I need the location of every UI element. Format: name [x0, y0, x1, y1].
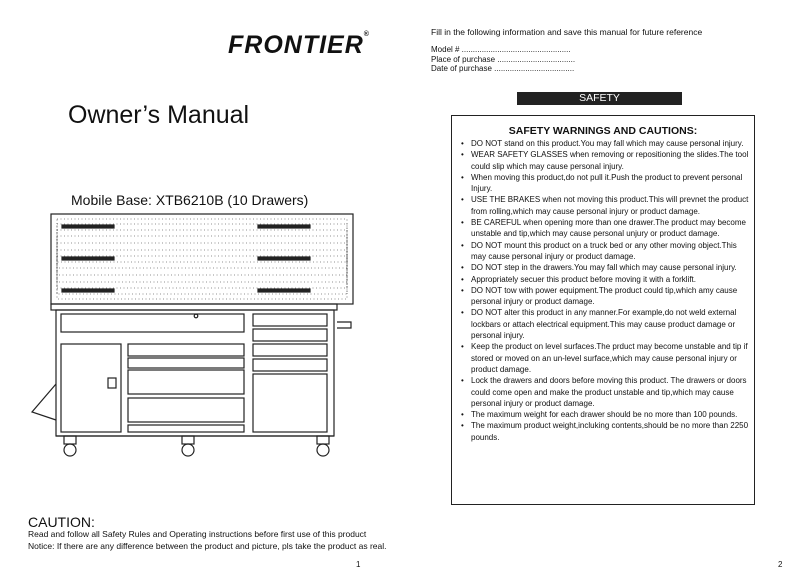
warning-item: • DO NOT alter this product in any manner.For example,do not weld external lockbars or attach electrical equipment.This may cause product damage or personal injury.: [460, 307, 753, 341]
model-number-field: Model # .................................................: [431, 45, 571, 54]
caution-line: Notice: If there are any difference between the product and picture, pls take the product as real.: [28, 541, 387, 551]
date-of-purchase-field: Date of purchase ....................................: [431, 64, 575, 73]
safety-warning-list: [460, 138, 753, 443]
warning-item: • Keep the product on level surfaces.The prduct may become unstable and tip if stored or moved on an un-level surface,which may cause personal injury or product damage.: [460, 341, 753, 375]
warning-item: • WEAR SAFETY GLASSES when removing or repositioning the slides.The tool could slip which may cause personal injury.: [460, 149, 753, 172]
warning-item: • USE THE BRAKES when not moving this product.This will prevnet the product from rolling,which may cause personal injury or product damage.: [460, 194, 753, 217]
logo-text: FRONTIER: [228, 31, 364, 59]
warning-item: • When moving this product,do not pull it.Push the product to prevent personal Injury.: [460, 172, 753, 195]
caution-heading: CAUTION:: [28, 514, 95, 530]
warning-item: • The maximum weight for each drawer should be no more than 100 pounds.: [460, 409, 753, 420]
place-of-purchase-field: Place of purchase ...................................: [431, 55, 576, 64]
warning-item: • DO NOT step in the drawers.You may fall which may cause personal injury.: [460, 262, 753, 273]
fill-in-instructions: Fill in the following information and save this manual for future reference: [431, 27, 703, 37]
warning-item: • The maximum product weight,incluking contents,should be no more than 2250 pounds.: [460, 420, 753, 443]
caution-line: Read and follow all Safety Rules and Operating instructions before first use of this product: [28, 529, 367, 539]
warning-item: • Appropriately secuer this product before moving it with a forklift.: [460, 274, 753, 285]
page-number-right: 2: [778, 560, 783, 569]
logo-registered-mark: ®: [363, 31, 370, 38]
model-label: Mobile Base: XTB6210B (10 Drawers): [71, 192, 309, 208]
warning-item: • DO NOT stand on this product.You may fall which may cause personal injury.: [460, 138, 753, 149]
safety-section-bar: SAFETY: [517, 92, 682, 105]
warning-item: • DO NOT tow with power equipment.The product could tip,which amy cause personal injury or product damage.: [460, 285, 753, 308]
safety-box-title: SAFETY WARNINGS AND CAUTIONS:: [508, 125, 698, 137]
brand-logo: [228, 31, 370, 60]
toolbox-illustration: [24, 206, 360, 458]
page-number-left: 1: [356, 560, 361, 569]
warning-item: • Lock the drawers and doors before moving this product. The drawers or doors could come open and make the product unstable and tip,which may cause personal injury or product damage.: [460, 375, 753, 409]
warning-item: • BE CAREFUL when opening more than one drawer.The product may become unstable and tip,which may cause personal unjury or product damage.: [460, 217, 753, 240]
warning-item: • DO NOT mount this product on a truck bed or any other moving object.This may cause personal injury or product damage.: [460, 240, 753, 263]
manual-title: Owner’s Manual: [68, 101, 250, 129]
